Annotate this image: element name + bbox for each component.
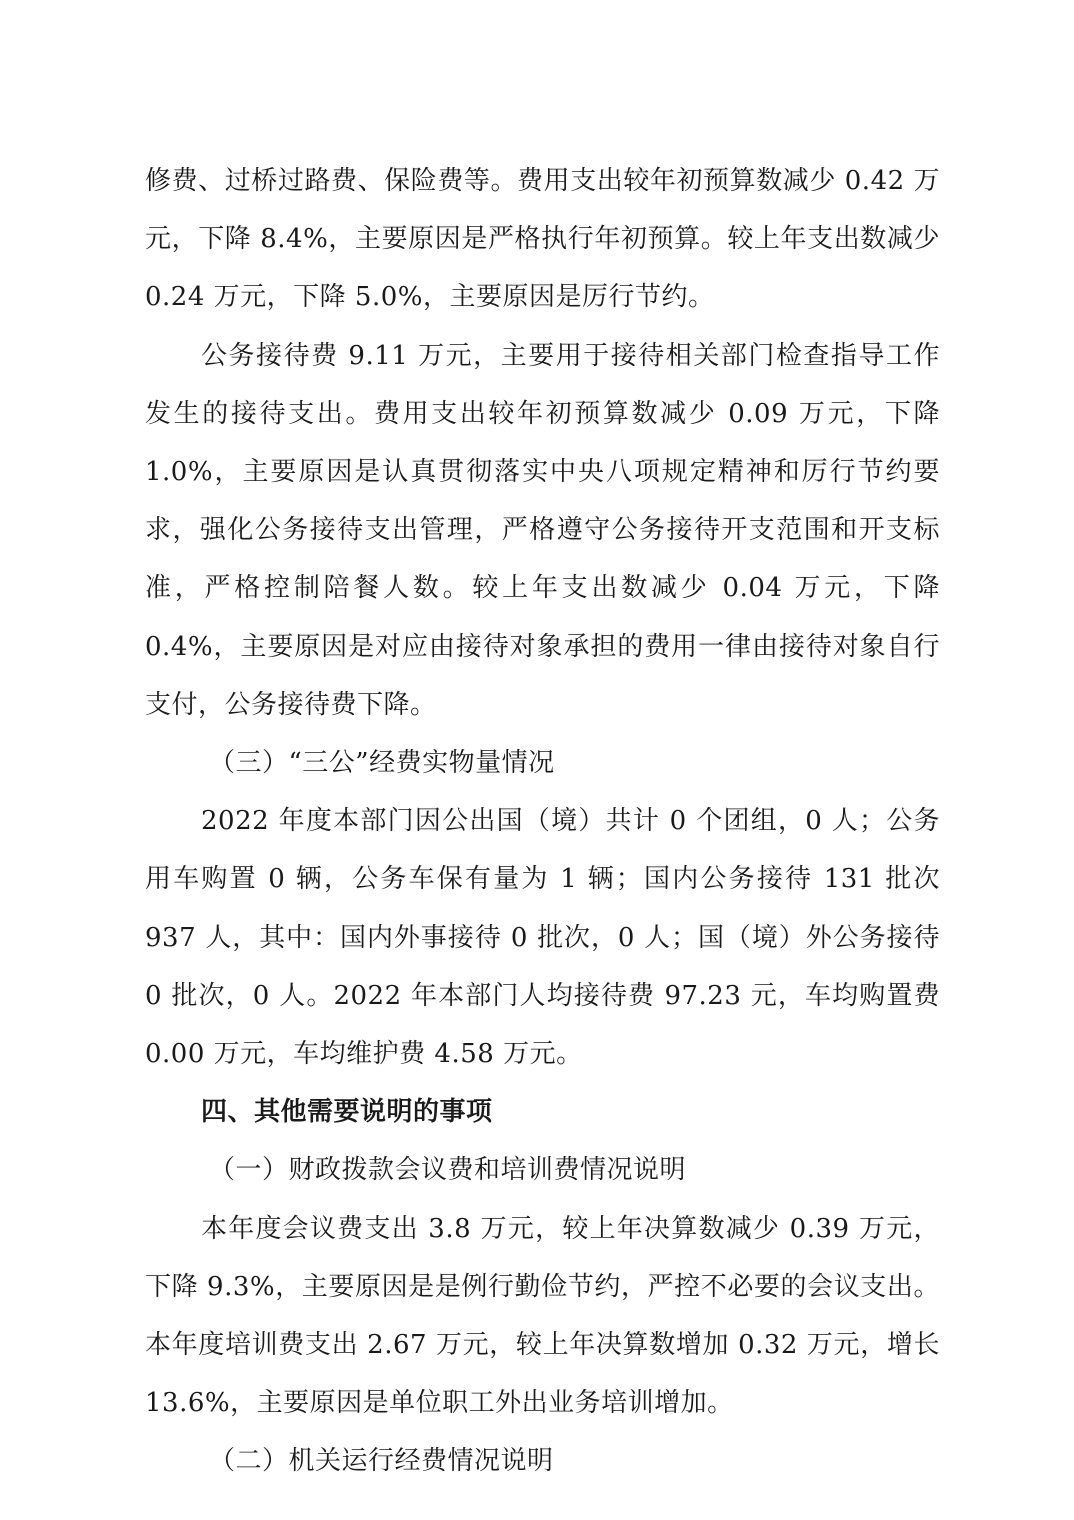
heading-operating-expenses: （二）机关运行经费情况说明 (209, 1446, 554, 1477)
paragraph-vehicle-expenses: 修费、过桥过路费、保险费等。费用支出较年初预算数减少 0.42 万元，下降 8.4%，主要原因是严格执行年初预算。较上年支出数减少 0.24 万元，下降 5.0%，主要原因是厉行节约。 (145, 166, 940, 313)
heading-three-public-physical: （三）“三公”经费实物量情况 (209, 748, 555, 779)
paragraph-physical-quantities: 2022 年度本部门因公出国（境）共计 0 个团组，0 人；公务用车购置 0 辆，公务车保有量为 1 辆；国内公务接待 131 批次 937 人，其中：国内外事接待 0 批次，0 人；国（境）外公务接待 0 批次，0 人。2022 年本部门人均接待费 97.23 元，车均购置费 0.00 万元，车均维护费 4.58 万元。 (145, 806, 940, 1070)
paragraph-meeting-training: 本年度会议费支出 3.8 万元，较上年决算数减少 0.39 万元，下降 9.3%，主要原因是是例行勤俭节约，严控不必要的会议支出。本年度培训费支出 2.67 万元，较上年决算数增加 0.32 万元，增长 13.6%，主要原因是单位职工外出业务培训增加。 (145, 1213, 940, 1419)
paragraph-reception-expenses: 公务接待费 9.11 万元，主要用于接待相关部门检查指导工作发生的接待支出。费用支出较年初预算数减少 0.09 万元，下降 1.0%，主要原因是认真贯彻落实中央八项规定精神和厉行节约要求，强化公务接待支出管理，严格遵守公务接待开支范围和开支标准，严格控制陪餐人数。较上年支出数减少 0.04 万元，下降 0.4%，主要原因是对应由接待对象承担的费用一律由接待对象自行支付，公务接待费下降。 (145, 340, 940, 720)
heading-meeting-training: （一）财政拨款会议费和培训费情况说明 (209, 1155, 687, 1186)
document-page (145, 152, 940, 1491)
heading-other-matters: 四、其他需要说明的事项 (201, 1097, 493, 1128)
